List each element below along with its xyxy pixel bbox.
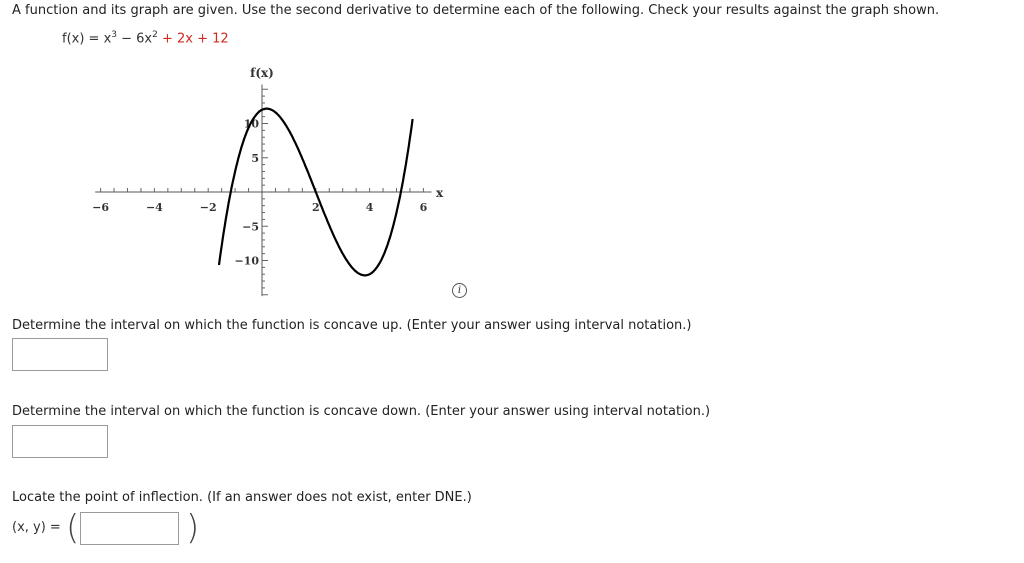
problem-prompt: A function and its graph are given. Use the second derivative to determine each of the following. Check your results against the graph shown.: [12, 3, 940, 18]
function-quadratic-term: − 6x: [117, 31, 153, 47]
graph-labels: [92, 66, 444, 268]
y-tick-label: 5: [251, 151, 259, 165]
function-lhs: f(x) = x: [62, 31, 112, 47]
concave-down-question: Determine the interval on which the function is concave down. (Enter your answer using interval notation.): [12, 404, 711, 419]
function-linear-constant: + 2x + 12: [157, 31, 229, 47]
y-tick-label: 10: [243, 117, 259, 131]
x-axis-label: x: [435, 186, 444, 200]
x-tick-label: 6: [419, 201, 428, 214]
info-icon[interactable]: i: [452, 283, 467, 298]
inflection-input[interactable]: [80, 512, 179, 545]
concave-up-input[interactable]: [12, 338, 108, 371]
x-tick-label: −6: [92, 201, 110, 214]
x-tick-label: −2: [199, 201, 217, 214]
concave-down-input[interactable]: [12, 425, 108, 458]
y-axis-label: f(x): [250, 65, 274, 80]
y-tick-label: −10: [234, 254, 259, 268]
concave-up-question: Determine the interval on which the function is concave up. (Enter your answer using interval notation.): [12, 318, 692, 333]
y-tick-label: −5: [242, 220, 259, 234]
xy-label: (x, y) =: [12, 520, 61, 535]
x-tick-label: −4: [145, 201, 163, 214]
exponent-2: 2: [152, 30, 158, 40]
close-paren: ): [186, 508, 200, 548]
open-paren: (: [66, 508, 80, 548]
inflection-question: Locate the point of inflection. (If an answer does not exist, enter DNE.): [12, 490, 472, 505]
exponent-3: 3: [111, 30, 117, 40]
x-tick-label: 4: [365, 201, 374, 214]
x-tick-label: 2: [311, 201, 320, 214]
